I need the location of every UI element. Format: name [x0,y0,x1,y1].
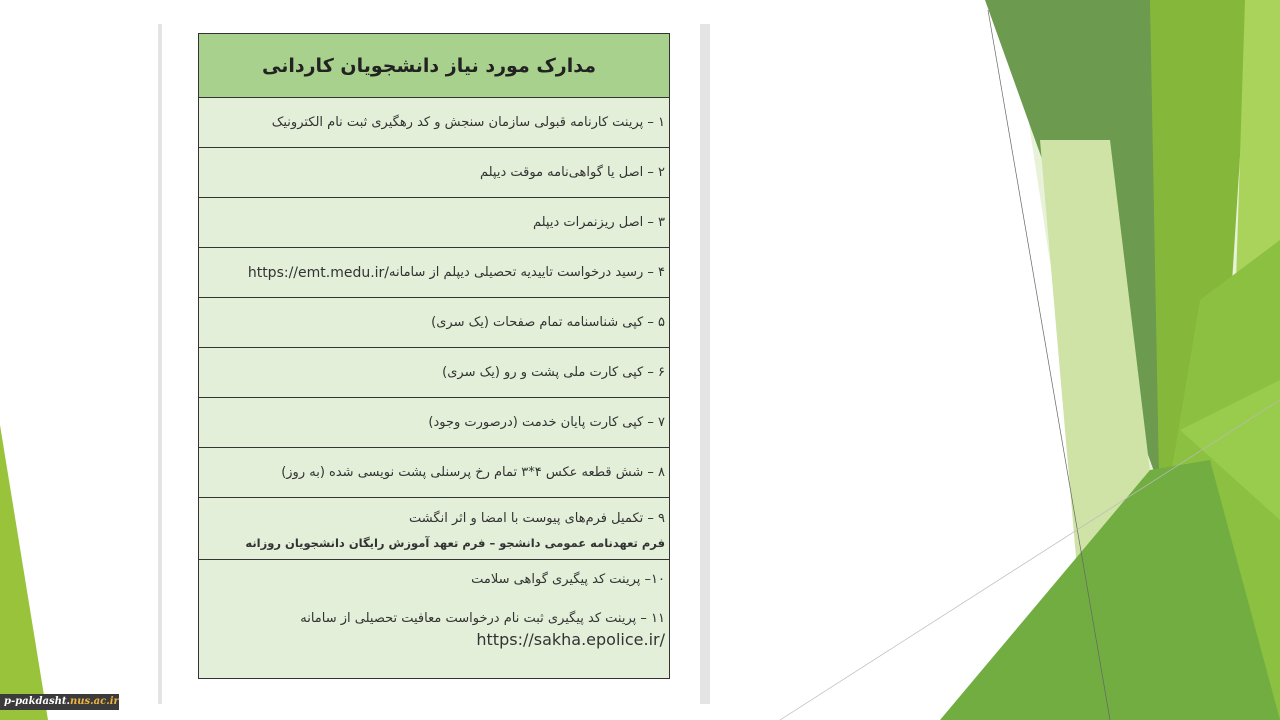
table-row [199,148,669,198]
table-row [199,560,669,671]
item-text: ۲ – اصل یا گواهی‌نامه موقت دیپلم [479,165,665,180]
item-text: ۱۱ – پرینت کد پیگیری ثبت نام درخواست معافیت تحصیلی از سامانه [300,611,665,626]
table-row [199,448,669,498]
item-text: ۱ – پرینت کارنامه قبولی سازمان سنجش و کد رهگیری ثبت نام الکترونیک [271,115,665,130]
item-text: ۴ – رسید درخواست تاییدیه تحصیلی دیپلم از سامانه [389,265,665,280]
item-url: https://sakha.epolice.ir/ [476,630,665,649]
item-text: ۳ – اصل ریزنمرات دیپلم [532,215,665,230]
table-header [199,34,669,98]
item-text: ۸ – شش قطعه عکس ۴*۳ تمام رخ پرسنلی پشت نویسی شده (به روز) [281,465,665,480]
table-row [199,248,669,298]
table-row [199,298,669,348]
site-prefix: p-pakdasht. [4,696,71,707]
item-text: ۱۰– پرینت کد پیگیری گواهی سلامت [471,572,665,587]
site-accent: nus.ac.ir [70,696,119,707]
table-row [199,198,669,248]
table-row [199,348,669,398]
item-url: https://emt.medu.ir/ [247,264,390,281]
item-text: ۹ – تکمیل فرم‌های پیوست با امضا و اثر انگشت [409,511,665,526]
item-text: ۵ – کپی شناسنامه تمام صفحات (یک سری) [431,315,665,330]
table-row [199,398,669,448]
table-title: مدارک مورد نیاز دانشجویان کاردانی [262,54,596,77]
item-text: ۶ – کپی کارت ملی پشت و رو (یک سری) [442,365,665,380]
item-text: ۷ – کپی کارت پایان خدمت (درصورت وجود) [428,415,665,430]
requirements-table [198,33,670,679]
table-row [199,98,669,148]
site-badge [0,694,119,710]
item-subtext: فرم تعهدنامه عمومی دانشجو – فرم تعهد آموزش رایگان دانشجویان روزانه [245,536,665,550]
table-row [199,498,669,560]
